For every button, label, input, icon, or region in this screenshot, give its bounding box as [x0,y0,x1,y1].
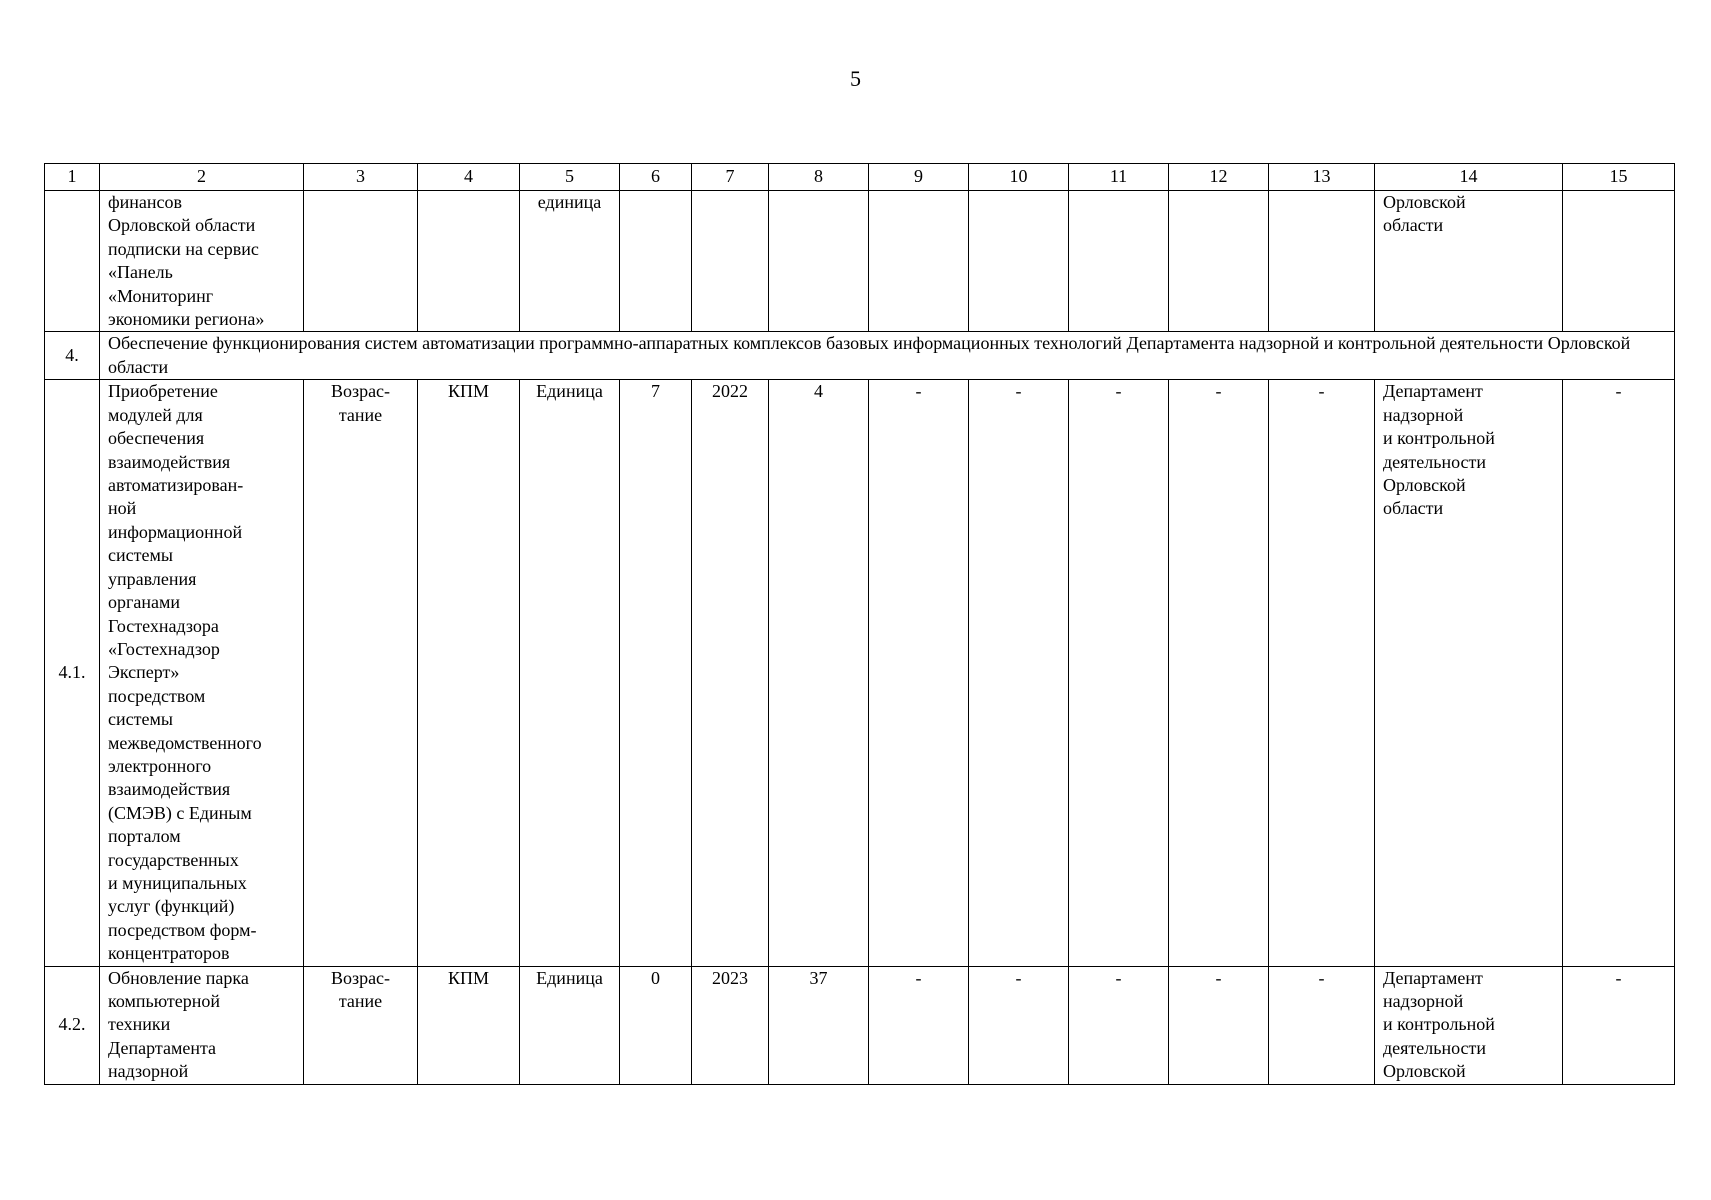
section-row [45,332,1675,380]
header-cell: 2 [100,164,304,191]
indicators-table [44,163,1675,1085]
type-cell: КПМ [418,966,520,1084]
value-cell: - [969,380,1069,966]
value-cell: - [1069,966,1169,1084]
responsible-cell: Департамент надзорной и контрольной деятельности Орловской [1375,966,1563,1084]
trend-cell: Возрас- тание [304,966,418,1084]
header-cell: 4 [418,164,520,191]
indicator-name: Обновление парка компьютерной техники Департамента надзорной [100,966,304,1084]
indicator-name: финансов Орловской области подписки на сервис «Панель «Мониторинг экономики региона» [100,191,304,332]
value-cell: - [1563,966,1675,1084]
row-number: 4.2. [45,966,100,1084]
value-cell: - [1269,966,1375,1084]
value-cell [1169,191,1269,332]
header-row [45,164,1675,191]
value-cell [1563,191,1675,332]
row-number [45,191,100,332]
header-cell: 12 [1169,164,1269,191]
trend-cell: Возрас- тание [304,380,418,966]
base-value-cell: 7 [620,380,692,966]
header-cell: 14 [1375,164,1563,191]
type-cell [418,191,520,332]
value-cell: - [969,966,1069,1084]
table-row [45,191,1675,332]
table-row [45,380,1675,966]
value-cell: - [1269,380,1375,966]
header-cell: 10 [969,164,1069,191]
value-cell [969,191,1069,332]
value-cell: - [1563,380,1675,966]
header-cell: 5 [520,164,620,191]
header-cell: 13 [1269,164,1375,191]
header-cell: 6 [620,164,692,191]
base-year-cell: 2023 [692,966,769,1084]
value-cell [769,191,869,332]
responsible-cell: Департамент надзорной и контрольной деятельности Орловской области [1375,380,1563,966]
value-cell [869,191,969,332]
value-cell [620,191,692,332]
unit-cell: Единица [520,380,620,966]
unit-cell: Единица [520,966,620,1084]
header-cell: 8 [769,164,869,191]
value-cell: - [1169,380,1269,966]
row-number: 4.1. [45,380,100,966]
header-cell: 15 [1563,164,1675,191]
unit-cell: единица [520,191,620,332]
trend-cell [304,191,418,332]
header-cell: 11 [1069,164,1169,191]
header-cell: 7 [692,164,769,191]
value-cell: - [869,380,969,966]
value-cell [692,191,769,332]
value-cell [1069,191,1169,332]
section-number: 4. [45,332,100,380]
table-row [45,966,1675,1084]
indicator-name: Приобретение модулей для обеспечения взаимодействия автоматизирован- ной информационной системы управления органами Гостехнадзора «Гостехнадзор Эксперт» посредством системы межведомственного электронного взаимодействия (СМЭВ) с Единым порталом государственных и муниципальных услуг (функций) посредством форм- концентраторов [100,380,304,966]
base-year-cell: 2022 [692,380,769,966]
header-cell: 1 [45,164,100,191]
value-cell: - [1069,380,1169,966]
value-cell: 4 [769,380,869,966]
responsible-cell: Орловской области [1375,191,1563,332]
header-cell: 3 [304,164,418,191]
value-cell: - [869,966,969,1084]
value-cell [1269,191,1375,332]
section-title: Обеспечение функционирования систем автоматизации программно-аппаратных комплексов базовых информационных технологий Департамента надзорной и контрольной деятельности Орловской области [100,332,1675,380]
value-cell: 37 [769,966,869,1084]
type-cell: КПМ [418,380,520,966]
header-cell: 9 [869,164,969,191]
page-number: 5 [850,66,861,91]
base-value-cell: 0 [620,966,692,1084]
value-cell: - [1169,966,1269,1084]
